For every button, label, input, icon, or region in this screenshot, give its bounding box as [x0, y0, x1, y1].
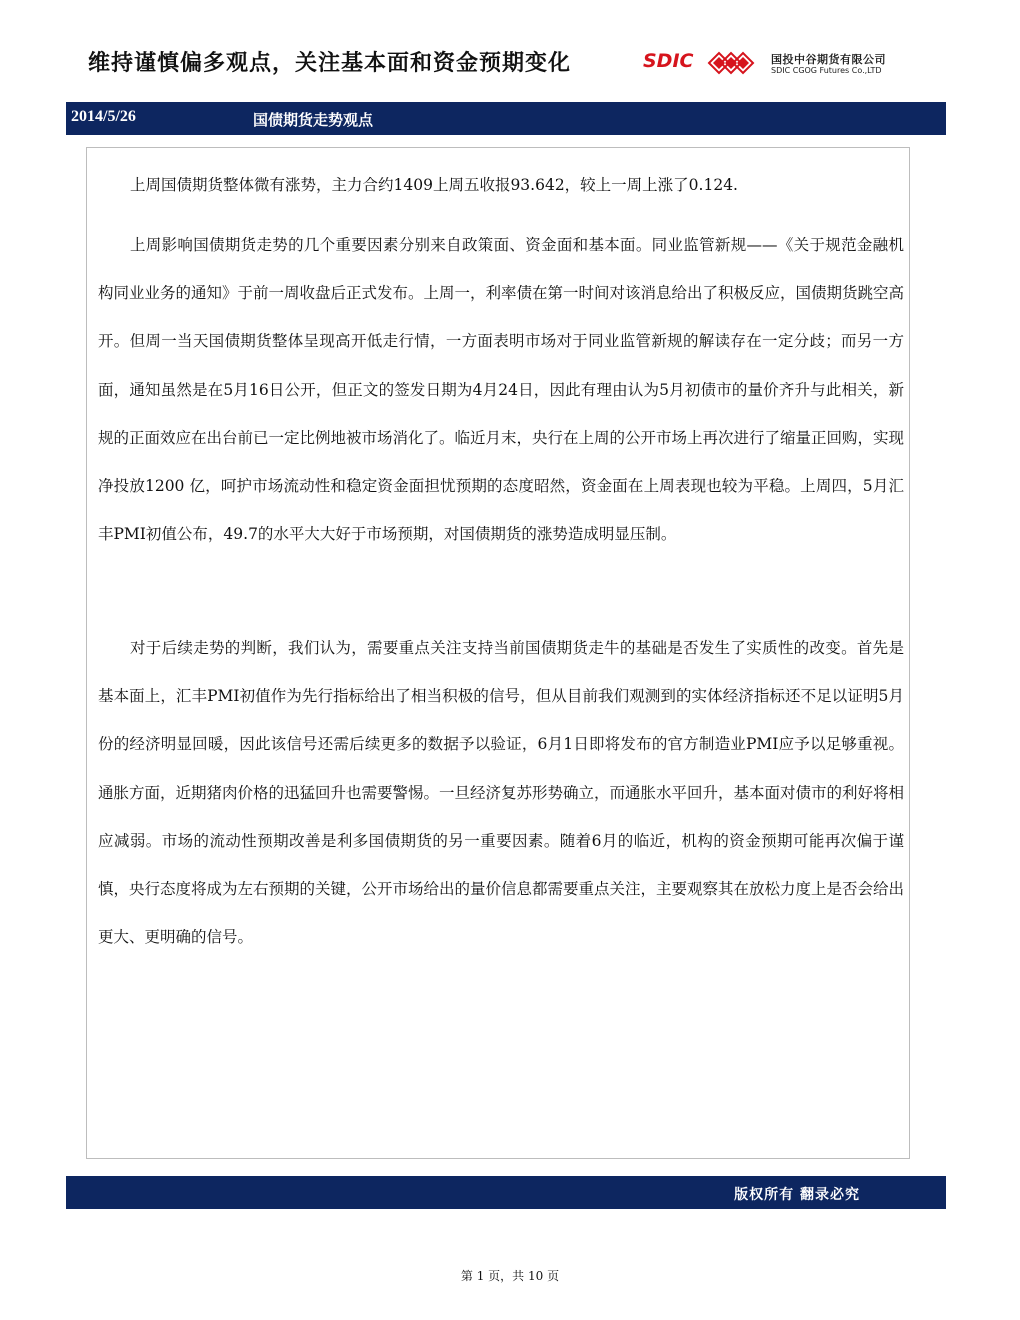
paragraph-1: 上周国债期货整体微有涨势，主力合约1409上周五收报93.642，较上一周上涨了0.124. [130, 176, 738, 194]
copyright-text: 版权所有 翻录必究 [734, 1187, 860, 1203]
report-title: 维持谨慎偏多观点，关注基本面和资金预期变化 [88, 51, 572, 76]
logo-company-cn: 国投中谷期货有限公司 [771, 53, 886, 66]
report-topic: 国债期货走势观点 [253, 111, 374, 129]
logo-diamond-icon [705, 50, 765, 76]
paragraph-3: 对于后续走势的判断，我们认为，需要重点关注支持当前国债期货走牛的基础是否发生了实质性的改变。首先是基本面上，汇丰PMI初值作为先行指标给出了相当积极的信号，但从目前我们观测到的实体经济指标还不足以证明5月份的经济明显回暖，因此该信号还需后续更多的数据予以验证，6月1日即将发布的官方制造业PMI应予以足够重视。通胀方面，近期猪肉价格的迅猛回升也需要警惕。一旦经济复苏形势确立，而通胀水平回升，基本面对债市的利好将相应减弱。市场的流动性预期改善是利多国债期货的另一重要因素。随着6月的临近，机构的资金预期可能再次偏于谨慎，央行态度将成为左右预期的关键，公开市场给出的量价信息都需要重点关注，主要观察其在放松力度上是否会给出更大、更明确的信号。 [98, 639, 905, 947]
company-logo [643, 48, 913, 80]
date-topic-bar [66, 102, 946, 135]
page-indicator: 第 1 页，共 10 页 [460, 1269, 560, 1283]
copyright-bar [66, 1176, 946, 1209]
paragraph-2: 上周影响国债期货走势的几个重要因素分别来自政策面、资金面和基本面。同业监管新规——《关于规范金融机构同业业务的通知》于前一周收盘后正式发布。上周一，利率债在第一时间对该消息给出了积极反应，国债期货跳空高开。但周一当天国债期货整体呈现高开低走行情，一方面表明市场对于同业监管新规的解读存在一定分歧；而另一方面，通知虽然是在5月16日公开，但正文的签发日期为4月24日，因此有理由认为5月初债市的量价齐升与此相关，新规的正面效应在出台前已一定比例地被市场消化了。临近月末，央行在上周的公开市场上再次进行了缩量正回购，实现净投放1200 亿，呵护市场流动性和稳定资金面担忧预期的态度昭然，资金面在上周表现也较为平稳。上周四，5月汇丰PMI初值公布，49.7的水平大大好于市场预期，对国债期货的涨势造成明显压制。 [98, 236, 905, 544]
logo-brand-text: SDIC [643, 50, 694, 72]
logo-company-en: SDIC CGOG Futures Co.,LTD [771, 66, 882, 75]
report-date: 2014/5/26 [71, 108, 136, 125]
